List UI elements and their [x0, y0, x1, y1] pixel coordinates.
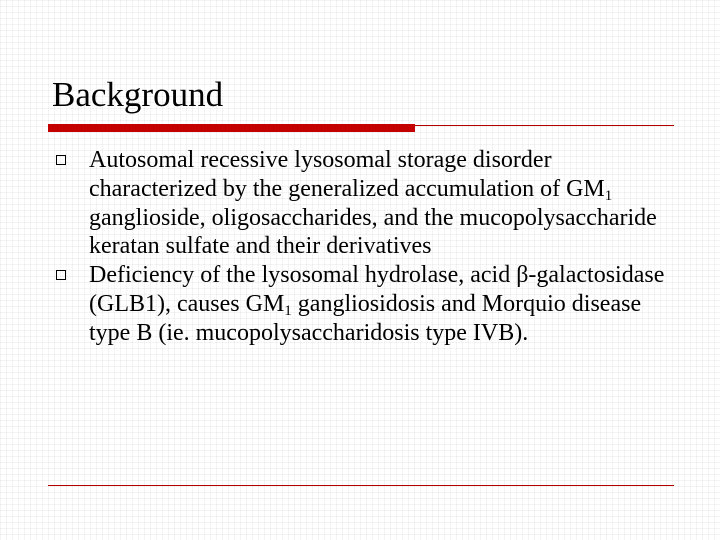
- bullet-text-part: gangliosidosis and Morquio disease type B (ie. mucopolysaccharidosis type IVB).: [89, 290, 642, 346]
- bullet-text-part: Deficiency of the lysosomal hydrolase, acid β-galactosidase (GLB1), causes GM: [89, 262, 665, 317]
- subscript: 1: [604, 187, 613, 204]
- bullet-text: [89, 146, 676, 261]
- bullet-item: [56, 146, 676, 261]
- hollow-square-icon: [56, 270, 66, 280]
- subscript: 1: [284, 302, 292, 319]
- slide-title: Background: [52, 75, 224, 114]
- footer-rule: [48, 485, 674, 486]
- bullet-text-part: ganglioside, oligosaccharides, and the mucopolysaccharide keratan sulfate and their derivatives: [89, 204, 657, 260]
- bullet-item: [56, 261, 676, 347]
- bullet-text-part: Autosomal recessive lysosomal storage disorder characterized by the generalized accumulation of GM: [89, 147, 605, 202]
- bullet-text: [89, 261, 676, 347]
- bullet-list: [56, 146, 676, 348]
- hollow-square-icon: [56, 155, 66, 165]
- title-underline-accent: [48, 124, 415, 132]
